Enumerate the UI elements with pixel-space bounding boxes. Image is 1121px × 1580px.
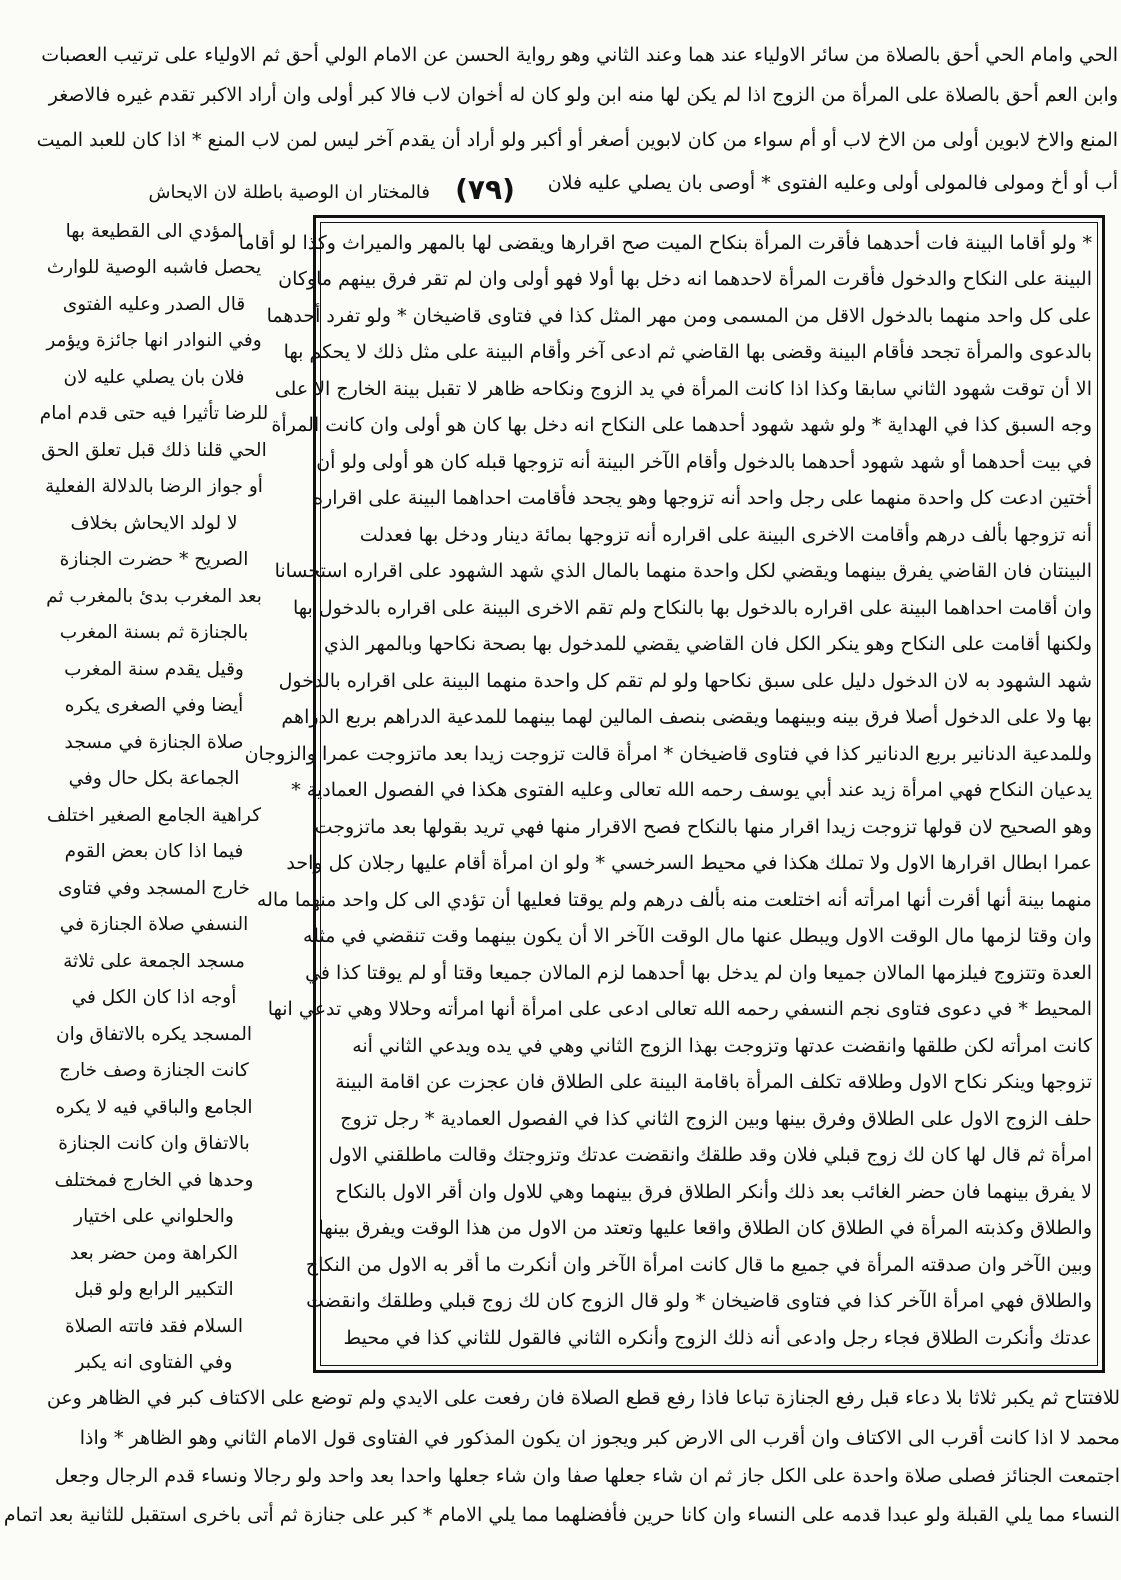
main-text-line: البينتان فان القاضي يفرق بينهما ويقضي لكل واحدة منهما بالمال الذي شهد الشهود على اقراره استحسانا — [274, 560, 1092, 582]
margin-text-line: صلاة الجنازة في مسجد — [64, 732, 244, 753]
margin-text-line: أو جواز الرضا بالدلالة الفعلية — [45, 476, 263, 497]
margin-text-line: فيما اذا كان بعض القوم — [64, 841, 244, 862]
main-text-line: يدعيان النكاح فهي امرأة زيد عند أبي يوسف رحمه الله تعالى وعليه الفتوى هكذا في الفصول العمادية * — [291, 779, 1092, 801]
margin-text-line: وفي الفتاوى انه يكبر — [75, 1352, 233, 1373]
margin-text-line: وقيل يقدم سنة المغرب — [64, 659, 244, 680]
header-line: وابن العم أحق بالصلاة على المرأة من الزوج اذا لم يكن لها منه ابن ولو كان له أخوان لاب فالا كبر أولى وان أراد الاكبر تقدم غيره فالاصغر — [48, 84, 1118, 106]
main-text-line: * ولو أقاما البينة فات أحدهما فأقرت المرأة بنكاح الميت صح اقرارها ويقضى لها بالمهر والميراث وكذا لو أقاما — [238, 232, 1092, 254]
margin-text-line: الحي قلنا ذلك قبل تعلق الحق — [41, 440, 267, 461]
main-text-line: ولكنها أقامت على النكاح وهو ينكر الكل فان القاضي يقضي للمدخول بها بصحة نكاحها وبالمهر الذي — [323, 633, 1092, 655]
main-text-line: والطلاق وكذبته المرأة في الطلاق كان الطلاق واقعا عليها وتعتد من الاول من هذا الوقت ويفرق بينها — [318, 1217, 1092, 1239]
margin-text-line: الجماعة بكل حال وفي — [68, 768, 240, 789]
margin-text-line: بالاتفاق وان كانت الجنازة — [58, 1133, 250, 1154]
margin-text-line: والحلواني على اختيار — [74, 1206, 234, 1227]
margin-text-line: لا لولد الايحاش بخلاف — [70, 513, 238, 534]
main-text-line: عمرا ابطال اقرارها الاول ولا تملك هكذا في محيط السرخسي * ولو ان امرأة أقام عليها رجلان كل واحد — [286, 852, 1092, 874]
footer-line: للافتتاح ثم يكبر ثلاثا بلا دعاء قبل رفع الجنازة تباعا فاذا رفع قطع الصلاة فان رفعت على الايدي ولم توضع على الاكتاف كبر في الظاهر وعن — [46, 1387, 1120, 1409]
main-text-line: البينة على النكاح والدخول فأقرت المرأة لاحدهما انه دخل بها أولا فهو أولى وان لم تقر فرق بينهم ماوكان — [278, 268, 1092, 290]
margin-text-line: السلام فقد فاتته الصلاة — [64, 1316, 243, 1337]
main-text-line: بها ولا على الدخول أصلا فرق بينه وبينهما ويقضى بنصف المالين لهما بينهما للمدعية الدراهم بربع الدراهم — [281, 706, 1092, 728]
footer-line: محمد لا اذا كانت أقرب الى الاكتاف وان أقرب الى الارض كبر ويجوز ان يكون المذكور في الفتاوى قول الامام الثاني وهو الظاهر * واذا — [79, 1427, 1120, 1449]
main-text-line: على كل واحد منهما بالدخول الاقل من المسمى ومن مهر المثل كذا في فتاوى قاضيخان * ولو تفرد أحدهما — [266, 305, 1092, 327]
main-text-line: حلف الزوج الاول على الطلاق وفرق بينها وبين الزوج الثاني كذا في الفصول العمادية * رجل تزوج — [340, 1108, 1092, 1130]
margin-text-line: فلان بان يصلي عليه لان — [63, 367, 245, 388]
main-text-line: وان أقامت احداهما البينة على اقراره بالدخول بها بالنكاح ولم تقم الاخرى البينة على اقراره بالدخول بها — [292, 597, 1092, 619]
margin-text-line: المؤدي الى القطيعة بها — [65, 221, 243, 242]
main-text-line: وهو الصحيح لان قولها تزوجت زيدا اقرار منها بالنكاح فصح الاقرار منها فهي تريد بقولها بعد ماتزوجت — [314, 816, 1092, 838]
footer-line: اجتمعت الجنائز فصلى صلاة واحدة على الكل جاز ثم ان شاء جعلها صفا وان شاء جعلها واحدا بعد واحد ولو رجالا ونساء قدم الرجال وجعل — [54, 1465, 1120, 1487]
main-text-line: بالدعوى والمرأة تجحد فأقام البينة وقضى بها القاضي ثم ادعى آخر وأقام البينة على مثل ذلك لا يحكم بها — [283, 341, 1092, 363]
footer-line: النساء مما يلي القبلة ولو عبدا قدمه على النساء وان كانا حرين فأفضلهما مما يلي الامام * كبر على جنازة ثم أتى باخرى استقبل للثانية بعد اتمام — [3, 1504, 1120, 1526]
margin-text-line: مسجد الجمعة على ثلاثة — [63, 951, 245, 972]
main-text-line: العدة وتتزوج فيلزمها المالان جميعا وان لم يدخل بها أحدهما لزم المالان جميعا وقتا أو لم يوقتا كذا في — [305, 962, 1092, 984]
main-text-line: أختين ادعت كل واحدة منهما على رجل واحد أنه تزوجها وهو يجحد فأقامت احداهما البينة على اقراره — [313, 487, 1092, 509]
margin-text-line: للرضا تأثيرا فيه حتى قدم امام — [39, 403, 269, 424]
main-text-line: الا أن توقت شهود الثاني سابقا وكذا اذا كانت المرأة في يد الزوج ونكاحه ظاهر لا تقبل بينة الخارج الا على — [274, 378, 1092, 400]
main-text-line: تزوجها وينكر نكاح الاول وطلاقه تكلف المرأة باقامة البينة على الطلاق فان عجزت عن اقامة البينة — [335, 1071, 1092, 1093]
page-number: (٧٩) — [455, 173, 515, 206]
main-text-line: منهما بينة أنها أقرت أنها امرأته أنه اختلعت منه بألف درهم ولم يوقتا فعليها أن تؤدي الى كل واحد منهما ماله — [256, 889, 1092, 911]
margin-text-line: أيضا وفي الصغرى يكره — [64, 695, 244, 716]
header-line: فالمختار ان الوصية باطلة لان الايحاش — [148, 182, 430, 203]
main-text-line: وجه السبق كذا في الهداية * ولو شهد شهود أحدهما على النكاح انه دخل بها كان هو أولى وان كانت المرأة — [271, 414, 1092, 436]
main-text-line: وللمدعية الدنانير بربع الدنانير كذا في فتاوى قاضيخان * امرأة قالت تزوجت زيدا بعد ماتزوجت عمرا والزوجان — [244, 743, 1092, 765]
main-text-line: لا يفرق بينهما فان حضر الغائب بعد ذلك وأنكر الطلاق فرق بينهما وهي للاول وان أقر الاول بالنكاح — [335, 1181, 1092, 1203]
margin-text-line: قال الصدر وعليه الفتوى — [62, 294, 246, 315]
margin-text-line: الجامع والباقي فيه لا يكره — [55, 1097, 253, 1118]
margin-text-line: بعد المغرب بدئ بالمغرب ثم — [46, 586, 262, 607]
margin-text-line: التكبير الرابع ولو قبل — [74, 1279, 234, 1300]
margin-text-line: المسجد يكره بالاتفاق وان — [55, 1024, 253, 1045]
margin-text-line: الصريح * حضرت الجنازة — [59, 549, 249, 570]
main-text-line: المحيط * في دعوى فتاوى نجم النسفي رحمه الله تعالى ادعى على امرأة أنها امرأته وحلالا وهي تدعي انها — [267, 998, 1092, 1020]
margin-text-line: أوجه اذا كان الكل في — [71, 987, 237, 1008]
main-text-line: امرأة ثم قال لها كان لك زوج قبلي فلان وقد طلقك وانقضت عدتك وتزوجتك وقالت ماطلقني الاول — [328, 1144, 1092, 1166]
main-text-line: وبين الآخر وان صدقته المرأة في جميع ما قال كانت امرأة الآخر وان أنكرت ما أقر به الاول من النكاح — [305, 1254, 1092, 1276]
margin-text-line: بالجنازة ثم بسنة المغرب — [59, 622, 249, 643]
margin-text-line: وفي النوادر انها جائزة ويؤمر — [46, 330, 262, 351]
margin-text-line: يحصل فاشبه الوصية للوارث — [46, 257, 262, 278]
main-text-line: وان وقتا لزمها مال الوقت الاول ويبطل عنها مال الوقت الآخر الا أن يكون بينهما وقت تنقضي في مثله — [302, 925, 1092, 947]
margin-text-line: كراهية الجامع الصغير اختلف — [46, 805, 262, 826]
margin-text-line: الكراهة ومن حضر بعد — [69, 1243, 239, 1264]
main-text-line: أنه تزوجها بألف درهم وأقامت الاخرى البينة على اقراره أنه تزوجها بمائة دينار ودخل بها فعدلت — [359, 524, 1092, 546]
margin-text-line: كانت الجنازة وصف خارج — [59, 1060, 249, 1081]
main-text-line: والطلاق فهي امرأة الآخر كذا في فتاوى قاضيخان * ولو قال الزوج كان لك زوج قبلي وطلقك وانقضت — [306, 1290, 1092, 1312]
main-text-line: كانت امرأته لكن طلقها وانقضت عدتها وتزوجت بهذا الزوج الثاني وهي في يده ويدعي الثاني أنه — [352, 1035, 1092, 1057]
margin-text-line: النسفي صلاة الجنازة في — [59, 914, 249, 935]
margin-text-line: خارج المسجد وفي فتاوى — [58, 878, 250, 899]
main-text-line: عدتك وأنكرت الطلاق فجاء رجل وادعى أنه ذلك الزوج وأنكره الثاني فالقول للثاني كذا في محيط — [343, 1327, 1092, 1349]
main-text-line: في بيت أحدهما أو شهد شهود أحدهما بالدخول وأقام الآخر البينة أنه تزوجها قبله كان هو أولى ولو أن — [316, 451, 1092, 473]
main-text-line: شهد الشهود به لان الدخول دليل على سبق نكاحها ولو لم تقم كل واحدة منهما البينة على اقراره بالدخول — [278, 670, 1092, 692]
header-line: المنع والاخ لابوين أولى من الاخ لاب أو أم سواء من كان لابوين أصغر أو أكبر ولو أراد أن يقدم آخر ليس لمن لاب المنع * اذا كان للعبد الميت — [36, 129, 1118, 151]
margin-text-line: وحدها في الخارج فمختلف — [54, 1170, 254, 1191]
header-line: أب أو أخ ومولى فالمولى أولى وعليه الفتوى * أوصى بان يصلي عليه فلان — [547, 172, 1118, 194]
header-line: الحي وامام الحي أحق بالصلاة من سائر الاولياء عند هما وعند الثاني وهو رواية الحسن عن الامام الولي أحق ثم الاولياء على ترتيب العصبات — [41, 44, 1118, 66]
